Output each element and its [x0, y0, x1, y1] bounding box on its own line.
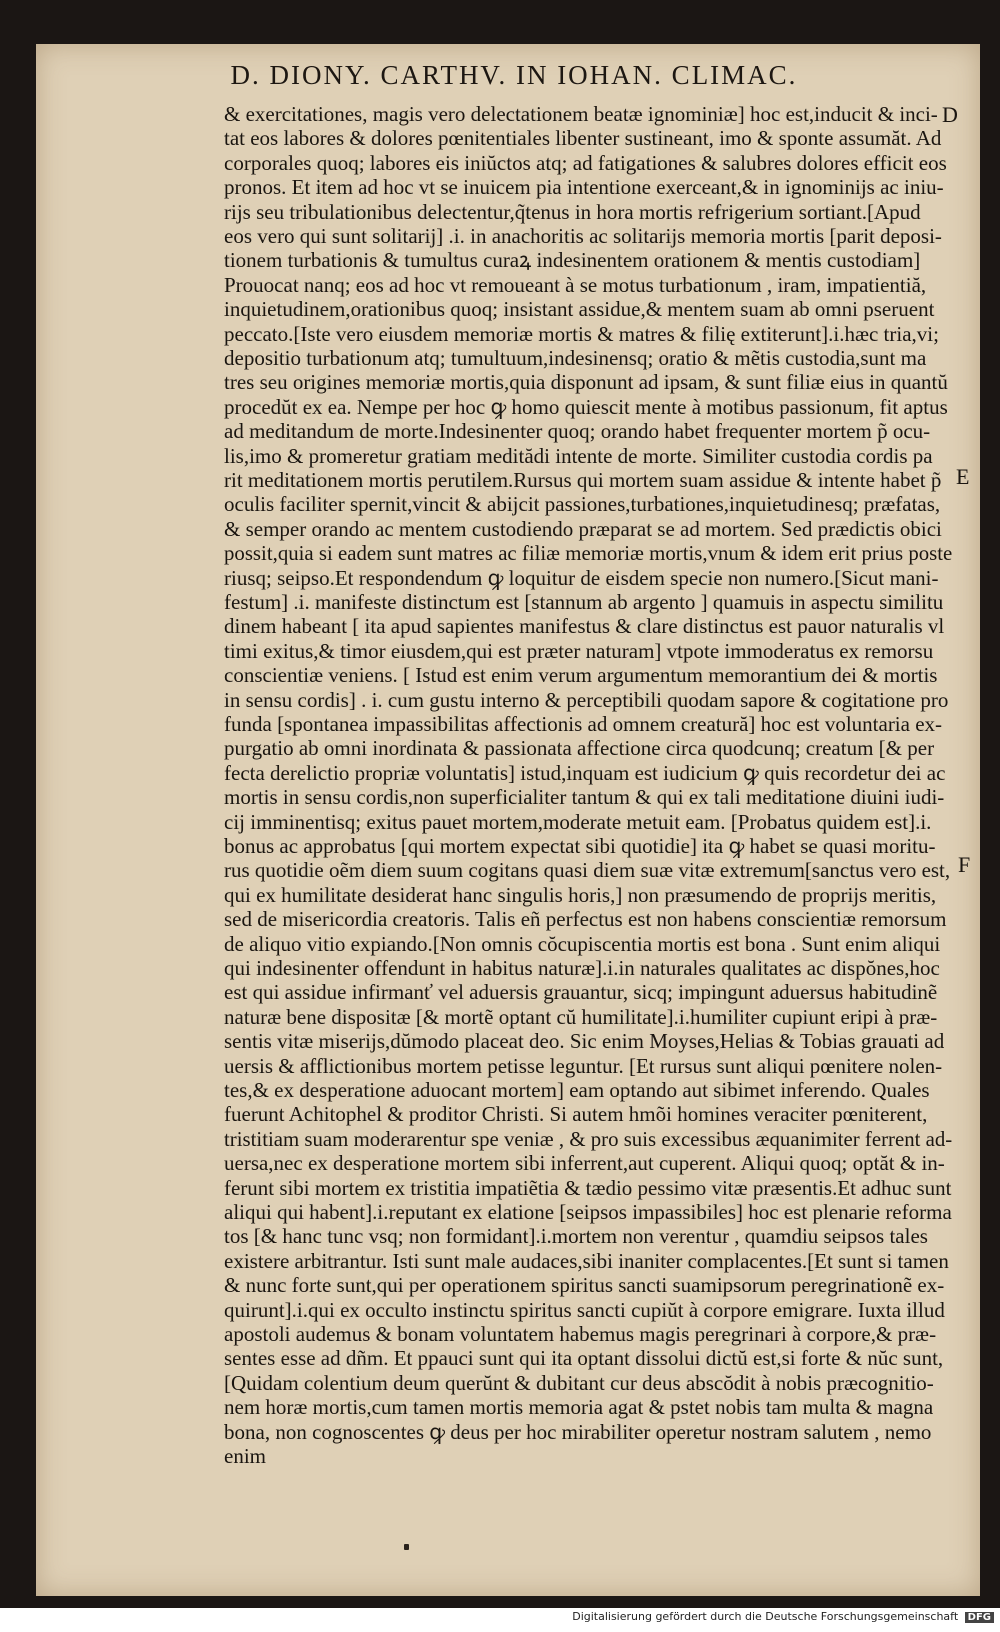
text-line: & semper orando ac mentem custodiendo præparat se ad mortem. Sed prædictis obici — [224, 517, 942, 541]
text-line: rijs seu tribulationibus delectentur,q̃tenus in hora mortis refrigerium sortiant.[Apud — [224, 200, 921, 224]
text-line: existere arbitrantur. Isti sunt male audaces,sibi inaniter complacentes.[Et sunt si tamen — [224, 1249, 949, 1273]
text-line: rit meditationem mortis perutilem.Rursus qui mortem suam assidue & intente habet p̃ — [224, 468, 942, 492]
text-line: ad meditandum de morte.Indesinenter quoq; orando habet frequenter mortem p̃ ocu- — [224, 419, 931, 443]
text-line: nem horæ mortis,cum tamen mortis memoria agat & pstet nobis tam multa & magna — [224, 1395, 934, 1419]
text-line: oculis faciliter spernit,vincit & abijcit passiones,turbationes,inquietudinesq; præfatas, — [224, 492, 941, 516]
text-line: in sensu cordis] . i. cum gustu interno & perceptibili quodam sapore & cogitatione pro — [224, 688, 949, 712]
running-head: D. DIONY. CARTHV. IN IOHAN. CLIMAC. — [230, 60, 798, 90]
text-line: tres seu origines memoriæ mortis,quia disponunt ad ipsam, & sunt filiæ eius in quantŭ — [224, 370, 948, 394]
text-line: & nunc forte sunt,qui per operationem spiritus sancti suamipsorum peregrinationẽ ex- — [224, 1273, 945, 1297]
text-line: procedŭt ex ea. Nempe per hoc ꝙ homo quiescit mente à motibus passionum, fit aptus — [224, 395, 948, 419]
text-line: qui ex humilitate desiderat hanc singulis horis,] non præsumendo de proprijs meritis, — [224, 883, 937, 907]
text-line: naturæ bene dispositæ [& mortẽ optant cŭ humilitate].i.humiliter cupiunt eripi à præ- — [224, 1005, 938, 1029]
text-line: ferunt sibi mortem ex tristitia impatiẽtia & tædio pessimo vitæ præsentis.Et adhuc sunt — [224, 1176, 952, 1200]
dfg-logo: DFG — [965, 1612, 994, 1623]
text-line: riusq; seipso.Et respondendum ꝙ loquitur de eisdem specie non numero.[Sicut mani- — [224, 566, 939, 590]
text-line: sentes esse ad dñm. Et ppauci sunt qui ita optant dissolui dictŭ est,si forte & nŭc sunt, — [224, 1346, 944, 1370]
text-line: lis,imo & promeretur gratiam meditădi intente de morte. Similiter custodia cordis pa — [224, 444, 933, 468]
text-line: sed de misericordia creatoris. Talis eñ perfectus est non habens conscientiæ remorsum — [224, 907, 947, 931]
text-line: tionem turbationis & tumultus curaꝝ indesinentem orationem & mentis custodiam] — [224, 248, 921, 272]
text-line: timi exitus,& timor eiusdem,qui est præter naturam] vtpote immoderatus ex remorsu — [224, 639, 934, 663]
text-line: depositio turbationum atq; tumultuum,indesinensq; oratio & mẽtis custodia,sunt ma — [224, 346, 927, 370]
text-line: funda [spontanea impassibilitas affectionis ad omnem creatură] hoc est voluntaria ex- — [224, 712, 943, 736]
text-line: bona, non cognoscentes ꝙ deus per hoc mirabiliter operetur nostram salutem , nemo — [224, 1420, 932, 1444]
text-line: quirunt].i.qui ex occulto instinctu spiritus sancti cupiŭt à corpore emigrare. Iuxta illud — [224, 1298, 945, 1322]
text-line: tos [& hanc tunc vsq; non formidant].i.mortem non verentur , quamdiu seipsos tales — [224, 1224, 928, 1248]
text-line: est qui assidue infirmanť vel aduersis grauantur, sicq; impingunt aduersus habitudinẽ — [224, 980, 938, 1004]
text-line: tristitiam suam moderarentur spe veniæ , & pro suis excessibus æquanimiter ferrent ad- — [224, 1127, 953, 1151]
text-line: inquietudinem,orationibus quoq; insistant assidue,& mentem suam ab omni pseruent — [224, 297, 935, 321]
text-line: [Quidam colentium deum querŭnt & dubitant cur deus abscŏdit à nobis præcognitio- — [224, 1371, 934, 1395]
text-line: eos vero qui sunt solitarij] .i. in anachoritis ac solitarijs memoria mortis [parit deposi- — [224, 224, 942, 248]
text-line: rus quotidie oẽm diem suum cogitans quasi diem suæ vitæ extremum[sanctus vero est, — [224, 858, 951, 882]
footer-credit — [572, 1610, 994, 1623]
ink-dot — [404, 1544, 409, 1550]
text-line: bonus ac approbatus [qui mortem expectat sibi quotidie] ita ꝙ habet se quasi moritu- — [224, 834, 936, 858]
marginal-letter-d: D — [942, 102, 958, 127]
text-line: conscientiæ veniens. [ Istud est enim verum argumentum memorantium dei & mortis — [224, 663, 938, 687]
text-line: pronos. Et item ad hoc vt se inuicem pia intentione exerceant,& in ignominijs ac iniu- — [224, 175, 944, 199]
marginal-letter-e: E — [956, 464, 970, 489]
text-line: qui indesinenter offendunt in habitus naturæ].i.in naturales qualitates ac dispŏnes,hoc — [224, 956, 940, 980]
text-line: & exercitationes, magis vero delectationem beatæ ignominiæ] hoc est,inducit & inci- — [224, 102, 938, 126]
text-line: de aliquo vitio expiando.[Non omnis cŏcupiscentia mortis est bona . Sunt enim aliqui — [224, 932, 941, 956]
text-line: apostoli audemus & bonam voluntatem habemus magis peregrinari à corpore,& præ- — [224, 1322, 937, 1346]
text-line: uersis & afflictionibus mortem petisse leguntur. [Et rursus sunt aliqui pœnitere nolen- — [224, 1054, 943, 1078]
text-line: cij imminentisq; exitus pauet mortem,moderate metuit eam. [Probatus quidem est].i. — [224, 810, 932, 834]
text-line: festum] .i. manifeste distinctum est [stannum ab argento ] quamuis in aspectu similitu — [224, 590, 944, 614]
text-line: enim — [224, 1444, 266, 1468]
text-line: uersa,nec ex desperatione mortem sibi inferrent,aut cuperent. Aliqui quoq; optăt & in- — [224, 1151, 945, 1175]
text-line: purgatio ab omni inordinata & passionata affectione circa quodcunq; creatum [& per — [224, 736, 935, 760]
footer-text: Digitalisierung gefördert durch die Deutsche Forschungsgemeinschaft — [572, 1610, 959, 1623]
text-line: sentis vitæ miserijs,dŭmodo placeat deo. Sic enim Moyses,Helias & Tobias grauati ad — [224, 1029, 945, 1053]
text-line: peccato.[Iste vero eiusdem memoriæ mortis & matres & filię extiterunt].i.hæc tria,vi; — [224, 322, 939, 346]
text-line: tes,& ex desperatione aduocant mortem] eam optando aut sibimet inferendo. Quales — [224, 1078, 930, 1102]
text-line: Prouocat nanq; eos ad hoc vt remoueant à se motus turbationum , iram, impatientiă, — [224, 273, 927, 297]
text-line: tat eos labores & dolores pœnitentiales libenter sustineant, imo & sponte assumăt. Ad — [224, 126, 942, 150]
text-line: possit,quia si eadem sunt matres ac filiæ memoriæ mortis,vnum & idem erit prius poste — [224, 541, 953, 565]
text-line: fecta derelictio propriæ voluntatis] istud,inquam est iudicium ꝙ quis recordetur dei ac — [224, 761, 946, 785]
text-line: mortis in sensu cordis,non superficialiter tantum & qui ex tali meditatione diuini iudi- — [224, 785, 945, 809]
text-line: fuerunt Achitophel & proditor Christi. Si autem hmõi homines veraciter pœniterent, — [224, 1102, 928, 1126]
text-line: aliqui qui habent].i.reputant ex elatione [seipsos impassibiles] hoc est plenarie reforma — [224, 1200, 952, 1224]
marginal-letter-f: F — [958, 852, 971, 877]
book-page — [36, 44, 980, 1596]
text-line: dinem habeant [ ita apud sapientes manifestus & clare distinctus est pauor naturalis vl — [224, 614, 945, 638]
text-line: corporales quoq; labores eis iniŭctos atq; ad fatigationes & salubres dolores efficit eos — [224, 151, 947, 175]
